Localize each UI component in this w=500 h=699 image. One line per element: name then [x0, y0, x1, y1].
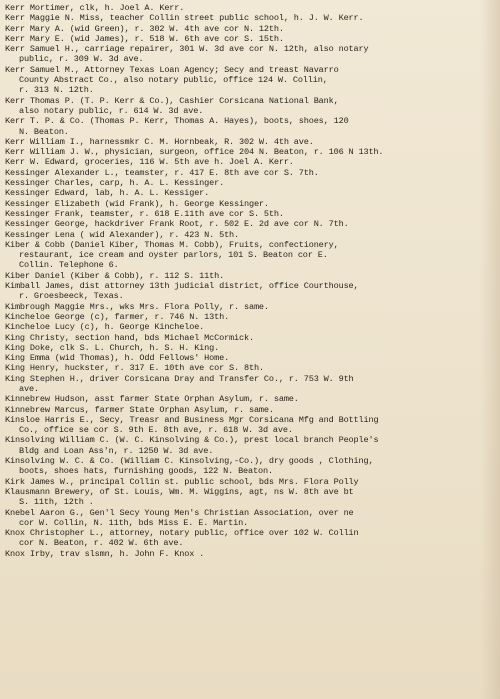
entry-continuation-line: r. 313 N. 12th.: [19, 85, 94, 96]
entry-line: King Doke, clk S. L. Church, h. S. H. King.: [5, 342, 220, 353]
directory-entry: [5, 240, 497, 271]
directory-entry: [5, 508, 497, 529]
entry-line: Kimbrough Maggie Mrs., wks Mrs. Flora Polly, r. same.: [5, 301, 269, 312]
directory-entry: [5, 209, 497, 219]
directory-entry: [5, 13, 497, 23]
directory-entry: [5, 394, 497, 404]
entry-line: Kimball James, dist attorney 13th judicial district, office Courthouse,: [5, 281, 359, 292]
entry-line: Kincheloe George (c), farmer, r. 746 N. 13th.: [5, 311, 230, 322]
directory-entry: [5, 549, 497, 559]
directory-entry: [5, 178, 497, 188]
entry-line: Kerr T. P. & Co. (Thomas P. Kerr, Thomas A. Hayes), boots, shoes, 120: [5, 116, 349, 127]
entry-line: Kinsolving William C. (W. C. Kinsolving & Co.), prest local branch People's: [5, 435, 379, 446]
entry-line: King Christy, section hand, bds Michael McCormick.: [5, 332, 254, 343]
directory-entry: [5, 96, 497, 117]
entry-line: Kerr Samuel M., Attorney Texas Loan Agency; Secy and treast Navarro: [5, 64, 339, 75]
directory-entry: [5, 281, 497, 302]
directory-entry: [5, 333, 497, 343]
entry-continuation-line: cor W. Collin, N. 11th, bds Miss E. E. Martin.: [19, 517, 249, 528]
directory-entry: [5, 188, 497, 198]
directory-entry: [5, 168, 497, 178]
entry-line: Kinnebrew Marcus, farmer State Orphan Asylum, r. same.: [5, 404, 274, 415]
directory-entry: [5, 435, 497, 456]
entry-continuation-line: restaurant, ice cream and oyster parlors, 101 S. Beaton cor E.: [19, 250, 328, 261]
entry-line: Knox Irby, trav slsmn, h. John F. Knox .: [5, 548, 205, 559]
directory-entry: [5, 271, 497, 281]
directory-entry: [5, 374, 497, 395]
directory-entry: [5, 137, 497, 147]
directory-entry: [5, 456, 497, 477]
directory-entry: [5, 312, 497, 322]
entry-line: Kirk James W., principal Collin st. public school, bds Mrs. Flora Polly: [5, 476, 359, 487]
entry-line: Kerr Mary E. (wid James), r. 518 W. 6th ave cor S. 15th.: [5, 33, 284, 44]
entry-continuation-line: Co., office se cor S. 9th E. 8th ave, r. 618 W. 3d ave.: [19, 425, 293, 436]
directory-entry: [5, 477, 497, 487]
entry-line: King Stephen H., driver Corsicana Dray and Transfer Co., r. 753 W. 9th: [5, 373, 354, 384]
directory-entry: [5, 34, 497, 44]
entry-line: Kessinger Charles, carp, h. A. L. Kessinger.: [5, 178, 225, 189]
entry-line: Kessinger George, hackdriver Frank Root, r. 502 E. 2d ave cor N. 7th.: [5, 219, 349, 230]
entry-line: Kerr Mary A. (wid Green), r. 302 W. 4th ave cor N. 12th.: [5, 23, 284, 34]
entry-line: Kessinger Lena ( wid Alexander), r. 423 N. 5th.: [5, 229, 240, 240]
entry-line: Kincheloe Lucy (c), h. George Kincheloe.: [5, 322, 205, 333]
directory-entry: [5, 219, 497, 229]
entry-continuation-line: Collin. Telephone 6.: [19, 260, 119, 271]
entry-continuation-line: r. Groesbeeck, Texas.: [19, 291, 124, 302]
directory-entry: [5, 415, 497, 436]
entry-continuation-line: cor N. Beaton, r. 402 W. 6th ave.: [19, 538, 184, 549]
entry-line: Kerr William J. W., physician, surgeon, office 204 N. Beaton, r. 106 N 13th.: [5, 147, 384, 158]
directory-entry: [5, 116, 497, 137]
entry-line: Kiber Daniel (Kiber & Cobb), r. 112 S. 11th.: [5, 270, 225, 281]
entry-line: Kinnebrew Hudson, asst farmer State Orphan Asylum, r. same.: [5, 394, 299, 405]
directory-entry: [5, 65, 497, 96]
entry-line: Kinsolving W. C. & Co. (William C. Kinsolving,-Co.), dry goods , Clothing,: [5, 456, 374, 467]
entry-continuation-line: S. 11th, 12th .: [19, 497, 94, 508]
directory-entry: [5, 487, 497, 508]
entry-continuation-line: public, r. 309 W. 3d ave.: [19, 54, 144, 65]
entry-line: Kiber & Cobb (Daniel Kiber, Thomas M. Cobb), Fruits, confectionery,: [5, 239, 339, 250]
entry-continuation-line: ave.: [19, 383, 39, 394]
entry-line: Kerr Maggie N. Miss, teacher Collin street public school, h. J. W. Kerr.: [5, 13, 364, 24]
directory-entry: [5, 405, 497, 415]
entry-line: Kessinger Elizabeth (wid Frank), h. George Kessinger.: [5, 198, 269, 209]
entry-continuation-line: boots, shoes hats, furnishing goods, 122 N. Beaton.: [19, 466, 273, 477]
entry-line: Knox Christopher L., attorney, notary public, office over 102 W. Collin: [5, 528, 359, 539]
entry-line: King Emma (wid Thomas), h. Odd Fellows' Home.: [5, 353, 230, 364]
entry-continuation-line: Bldg and Loan Ass'n, r. 1250 W. 3d ave.: [19, 445, 214, 456]
directory-entry: [5, 363, 497, 373]
directory-entries: [5, 3, 497, 559]
entry-line: Klausmann Brewery, of St. Louis, Wm. M. Wiggins, agt, ns W. 8th ave bt: [5, 486, 354, 497]
directory-entry: [5, 3, 497, 13]
directory-entry: [5, 343, 497, 353]
entry-line: Kessinger Alexander L., teamster, r. 417 E. 8th ave cor S. 7th.: [5, 167, 319, 178]
directory-entry: [5, 44, 497, 65]
entry-line: Kerr W. Edward, groceries, 116 W. 5th ave h. Joel A. Kerr.: [5, 157, 294, 168]
entry-line: Kerr Samuel H., carriage repairer, 301 W. 3d ave cor N. 12th, also notary: [5, 44, 369, 55]
entry-line: Kerr Thomas P. (T. P. Kerr & Co.), Cashier Corsicana National Bank,: [5, 95, 339, 106]
directory-entry: [5, 353, 497, 363]
entry-continuation-line: also notary public, r. 614 W. 3d ave.: [19, 105, 204, 116]
entry-line: Kerr William I., harnessmkr C. M. Hornbeak, R. 302 W. 4th ave.: [5, 136, 314, 147]
entry-line: Kessinger Edward, lab, h. A. L. Kessiger.: [5, 188, 210, 199]
directory-entry: [5, 528, 497, 549]
entry-line: Kerr Mortimer, clk, h. Joel A. Kerr.: [5, 3, 185, 13]
directory-entry: [5, 157, 497, 167]
entry-line: King Henry, huckster, r. 317 E. 10th ave cor S. 8th.: [5, 363, 264, 374]
directory-entry: [5, 230, 497, 240]
directory-entry: [5, 322, 497, 332]
directory-entry: [5, 24, 497, 34]
entry-line: Knebel Aaron G., Gen'l Secy Young Men's Christian Association, over ne: [5, 507, 354, 518]
directory-entry: [5, 302, 497, 312]
entry-line: Kessinger Frank, teamster, r. 618 E.11th ave cor S. 5th.: [5, 208, 284, 219]
directory-entry: [5, 147, 497, 157]
entry-continuation-line: N. Beaton.: [19, 126, 69, 137]
directory-entry: [5, 199, 497, 209]
entry-continuation-line: County Abstract Co., also notary public, office 124 W. Collin,: [19, 75, 328, 86]
entry-line: Kinsloe Harris E., Secy, Treasr and Business Mgr Corsicana Mfg and Bottling: [5, 414, 379, 425]
